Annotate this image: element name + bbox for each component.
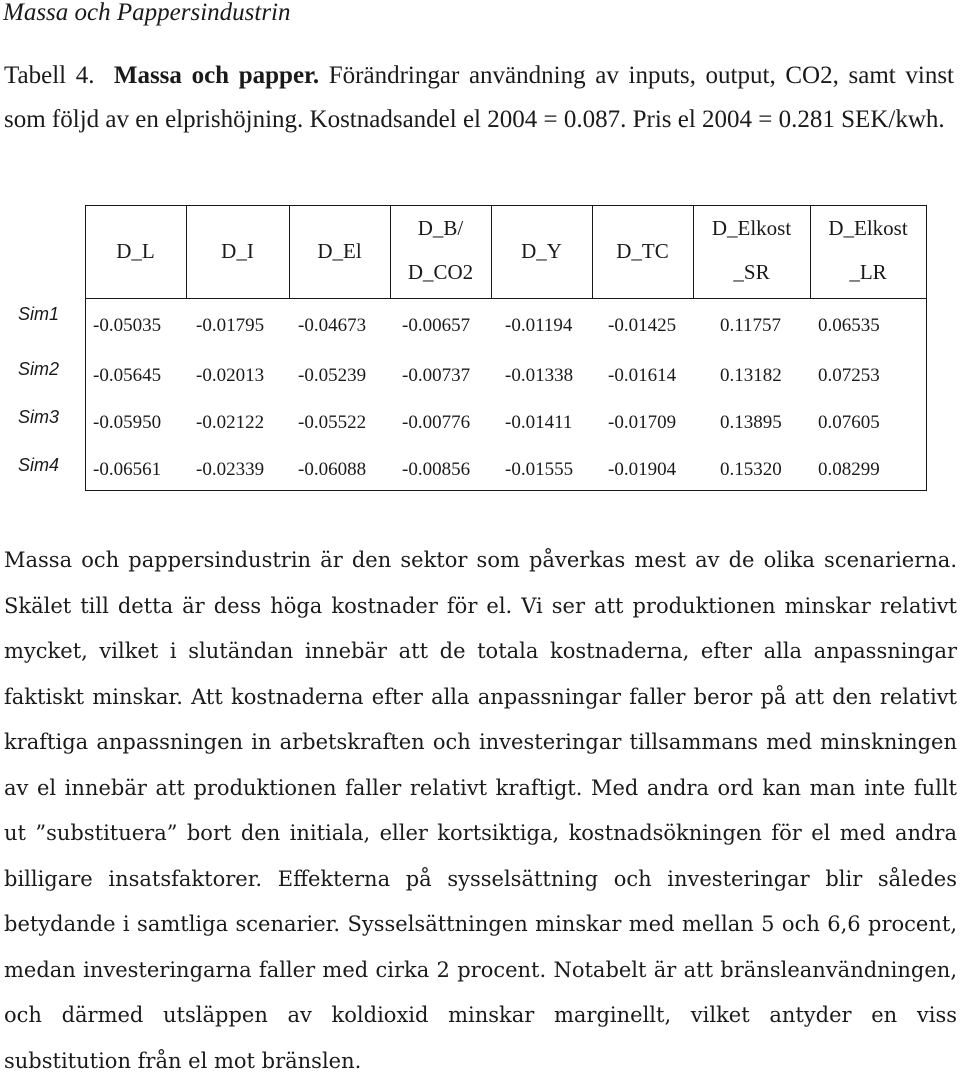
table-cell: -0.01411 (505, 412, 573, 433)
table-cell: -0.00776 (402, 412, 471, 433)
row-label: Sim1 (18, 304, 60, 324)
table-cell: 0.13182 (720, 365, 782, 386)
table-header-divider (85, 298, 927, 299)
table-cell: 0.07605 (818, 412, 880, 433)
table-cell: -0.01194 (505, 315, 573, 336)
table-cell: -0.05522 (298, 412, 367, 433)
table-cell: -0.02122 (196, 412, 265, 433)
row-label: Sim4 (18, 455, 60, 475)
table-cell: -0.06561 (93, 459, 162, 480)
table-cell: -0.00657 (402, 315, 471, 336)
caption-text: Förändringar användning av inputs, output, CO2, samt vinst som följd av en elprishöjning. Kostnadsandel el 2004 = 0.087. Pris el 2004 = 0.281 SEK/kwh. (4, 62, 955, 133)
table-cell: 0.15320 (720, 459, 782, 480)
column-header-line: _SR (733, 260, 770, 284)
table-cell: -0.01555 (505, 459, 574, 480)
column-header-line: D_Elkost (828, 216, 908, 240)
table-cell: -0.01614 (608, 365, 677, 386)
data-table (0, 205, 960, 495)
running-head: Massa och Pappersindustrin (3, 0, 291, 26)
table-cell: -0.04673 (298, 315, 367, 336)
column-header (85, 229, 186, 273)
table-cell: -0.01904 (608, 459, 677, 480)
table-cell: -0.06088 (298, 459, 367, 480)
table-cell: 0.13895 (720, 412, 782, 433)
table-cell: 0.08299 (818, 459, 880, 480)
column-header-line: D_I (221, 239, 254, 263)
row-label: Sim2 (18, 359, 60, 379)
table-cell: -0.02339 (196, 459, 265, 480)
table-cell: 0.06535 (818, 315, 880, 336)
table-cell: 0.11757 (720, 315, 782, 336)
column-header-line: D_Y (521, 239, 562, 263)
table-cell: -0.05645 (93, 365, 162, 386)
column-header-line: D_Elkost (711, 216, 792, 240)
column-header (289, 229, 390, 273)
table-border-side (926, 205, 927, 491)
column-header-line: D_El (317, 239, 362, 263)
column-header-line: D_L (116, 239, 155, 263)
table-cell: -0.00737 (402, 365, 471, 386)
caption-label: Tabell 4. (4, 62, 95, 89)
column-header (390, 206, 491, 294)
table-cell: -0.02013 (196, 365, 265, 386)
column-header-line: D_TC (616, 239, 669, 263)
table-cell: 0.07253 (818, 365, 880, 386)
body-paragraph: Massa och pappersindustrin är den sektor som påverkas mest av de olika scenarierna. Skälet till detta är dess höga kostnader för el. Vi ser att produktionen minskar relativt mycket, vilket i slutändan innebär att de totala kostnaderna, efter alla anpassningar faktiskt minskar. Att kostnaderna efter alla anpassningar faller beror på att den relativt kraftiga anpassningen in arbetskraften och investeringar tillsammans med minskningen av el innebär att produktionen faller relativt kraftigt. Med andra ord kan man inte fullt ut ”substituera” bort den initiala, eller kortsiktiga, kostnadsökningen för el med andra billigare insatsfaktorer. Effekterna på sysselsättning och investeringar blir således betydande i samtliga scenarier. Sysselsättningen minskar med mellan 5 och 6,6 procent, medan investeringarna faller med cirka 2 procent. Notabelt är att bränsleanvändningen, och därmed utsläppen av koldioxid minskar marginellt, vilket antyder en viss substitution från el mot bränslen. (4, 548, 957, 1073)
table-cell: -0.05035 (93, 315, 162, 336)
table-cell: -0.05239 (298, 365, 367, 386)
column-header-line: _LR (849, 260, 887, 284)
table-cell: -0.01425 (608, 315, 677, 336)
column-header-line: D_B/ (417, 216, 464, 240)
table-cell: -0.00856 (402, 459, 471, 480)
table-cell: -0.01795 (196, 315, 265, 336)
table-cell: -0.01338 (505, 365, 574, 386)
column-header (810, 206, 926, 294)
table-border-bottom (85, 490, 927, 491)
column-header (592, 229, 693, 273)
table-cell: -0.05950 (93, 412, 162, 433)
caption-title: Massa och papper. (113, 62, 320, 89)
column-header (693, 206, 810, 294)
column-header (491, 229, 592, 273)
table-caption (4, 54, 954, 142)
row-label: Sim3 (18, 407, 60, 427)
column-header (186, 229, 289, 273)
table-cell: -0.01709 (608, 412, 677, 433)
column-header-line: D_CO2 (407, 260, 474, 284)
